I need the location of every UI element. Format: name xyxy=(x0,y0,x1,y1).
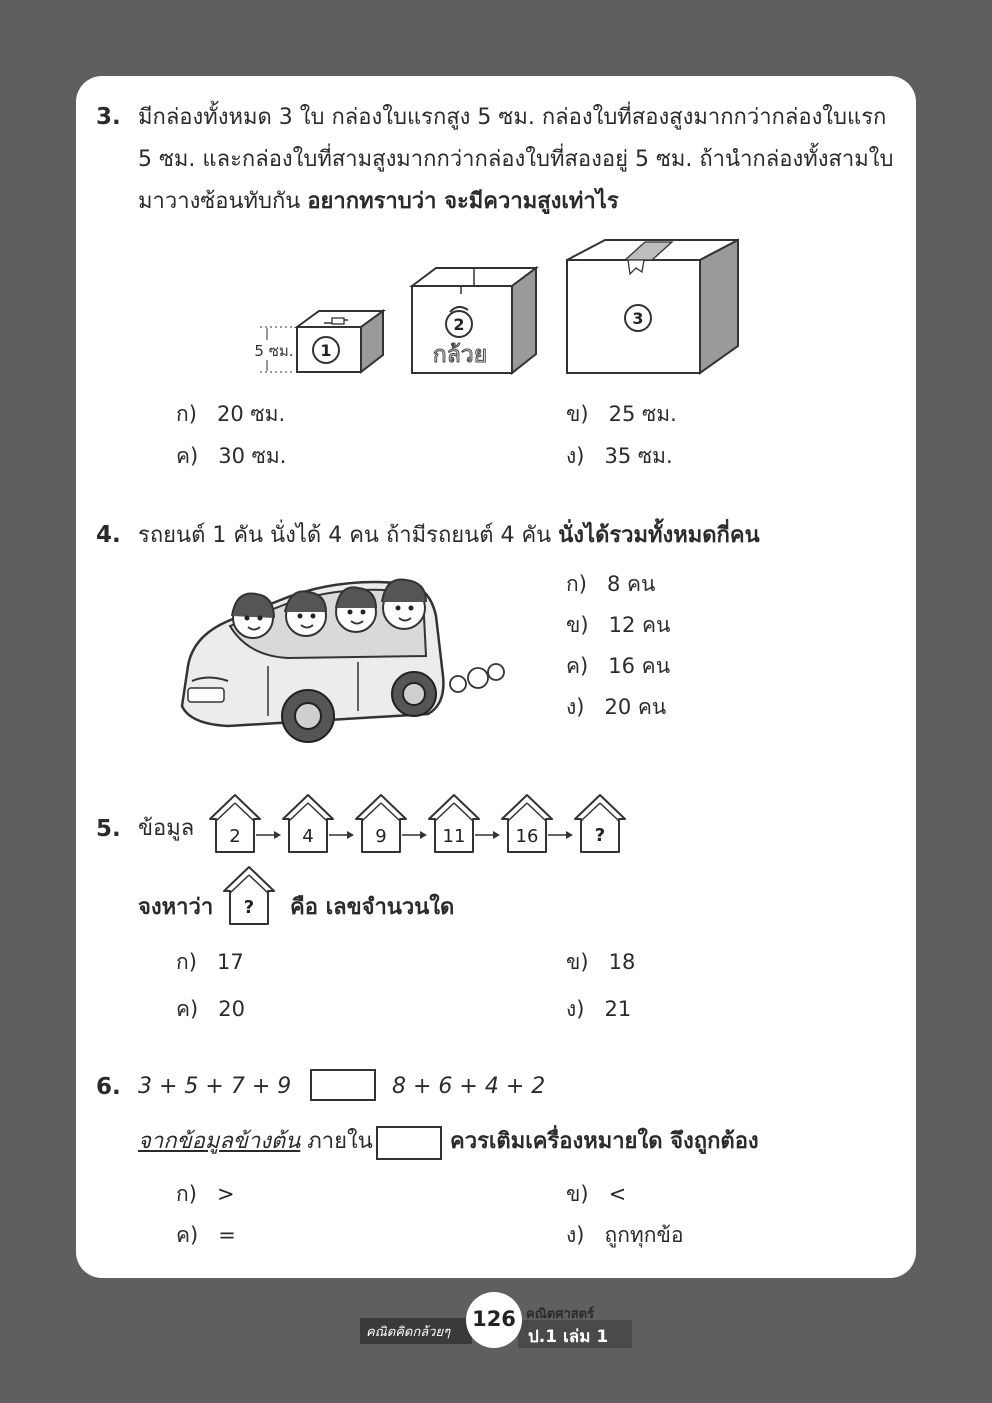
question-3-line-3 xyxy=(138,181,908,223)
choice-text: 20 ซม. xyxy=(216,402,286,426)
choice-text: 35 ซม. xyxy=(604,444,673,468)
footer-subject: คณิตศาสตร์ xyxy=(526,1307,595,1322)
choice-letter: ก) xyxy=(176,1182,197,1206)
q6-choice-a[interactable] xyxy=(176,1178,235,1211)
choice-letter: ค) xyxy=(176,1223,199,1247)
choice-text: 8 คน xyxy=(606,572,656,596)
q4-choice-a[interactable] xyxy=(566,568,655,601)
height-dimension-marker xyxy=(254,327,295,372)
question-6-instruction-underlined: จากข้อมูลข้างต้น xyxy=(138,1129,301,1154)
sequence-arrow-3 xyxy=(402,831,427,839)
sequence-arrow-1 xyxy=(256,831,281,839)
sequence-house-6 xyxy=(575,795,625,852)
question-4-text xyxy=(138,515,760,557)
question-3-line-3-plain: มาวางซ้อนทับกัน xyxy=(138,189,308,214)
choice-text: 18 xyxy=(608,950,636,974)
sequence-arrow-2 xyxy=(329,831,354,839)
choice-text: 21 xyxy=(604,997,632,1021)
question-6-inline-box xyxy=(376,1126,442,1160)
question-5-find-prefix: จงหาว่า xyxy=(138,895,214,920)
question-6-instruction-plain: ภายใน xyxy=(300,1129,373,1154)
choice-letter: ก) xyxy=(176,402,197,426)
question-6-instruction xyxy=(138,1121,373,1163)
sequence-house-1 xyxy=(210,795,260,852)
box-1-number: 1 xyxy=(320,341,332,360)
q6-choice-d[interactable] xyxy=(566,1219,683,1252)
choice-text: 25 ซม. xyxy=(608,402,677,426)
choice-letter: ข) xyxy=(566,1182,589,1206)
q3-choice-c[interactable] xyxy=(176,440,286,473)
question-6-answer-box[interactable] xyxy=(310,1069,376,1101)
q3-choice-b[interactable] xyxy=(566,398,677,431)
house-number-sequence xyxy=(198,792,638,856)
q4-choice-c[interactable] xyxy=(566,650,670,683)
sequence-value-1: 2 xyxy=(229,826,241,847)
box-1 xyxy=(297,311,383,372)
choice-text: > xyxy=(216,1182,235,1206)
choice-letter: ก) xyxy=(176,950,197,974)
box-3-number: 3 xyxy=(632,309,644,328)
question-5-inline-symbol: ? xyxy=(243,897,255,918)
question-5-label: ข้อมูล xyxy=(138,816,195,841)
question-3-number: 3. xyxy=(96,104,121,130)
sequence-house-2 xyxy=(283,795,333,852)
choice-letter: ข) xyxy=(566,402,589,426)
choice-letter: ง) xyxy=(566,1223,585,1247)
question-3-line-1: มีกล่องทั้งหมด 3 ใบ กล่องใบแรกสูง 5 ซม. กล่องใบที่สองสูงมากกว่ากล่องใบแรก xyxy=(138,105,887,130)
box-2 xyxy=(412,268,536,373)
question-6-left-expression: 3 + 5 + 7 + 9 xyxy=(138,1074,292,1099)
question-6-number: 6. xyxy=(96,1074,121,1100)
q4-choice-b[interactable] xyxy=(566,609,670,642)
choice-letter: ข) xyxy=(566,613,589,637)
q5-choice-d[interactable] xyxy=(566,993,631,1026)
choice-text: 20 xyxy=(218,997,246,1021)
q5-choice-b[interactable] xyxy=(566,946,635,979)
question-6-instruction-bold: ควรเติมเครื่องหมายใด จึงถูกต้อง xyxy=(450,1129,759,1154)
sequence-value-2: 4 xyxy=(302,826,314,847)
sequence-value-4: 11 xyxy=(442,826,466,847)
sequence-arrow-4 xyxy=(475,831,500,839)
choice-letter: ง) xyxy=(566,997,585,1021)
sequence-value-5: 16 xyxy=(515,826,539,847)
question-6-right-expression: 8 + 6 + 4 + 2 xyxy=(392,1074,546,1099)
question-5-find-suffix: คือ เลขจำนวนใด xyxy=(290,895,455,920)
choice-letter: ข) xyxy=(566,950,589,974)
sequence-arrow-5 xyxy=(548,831,573,839)
q6-choice-c[interactable] xyxy=(176,1219,236,1252)
box-3 xyxy=(567,240,738,373)
sequence-house-3 xyxy=(356,795,406,852)
footer-page-number: 126 xyxy=(472,1307,516,1331)
choice-letter: ค) xyxy=(176,444,199,468)
three-boxes-illustration xyxy=(240,232,760,382)
q5-choice-a[interactable] xyxy=(176,946,244,979)
choice-text: ถูกทุกข้อ xyxy=(604,1223,684,1247)
question-4-number: 4. xyxy=(96,522,121,548)
choice-text: = xyxy=(218,1223,236,1247)
footer-grade: ป.1 เล่ม 1 xyxy=(528,1327,609,1347)
question-3-line-3-bold: อยากทราบว่า จะมีความสูงเท่าไร xyxy=(307,189,619,214)
box-2-number: 2 xyxy=(453,315,465,334)
choice-letter: ง) xyxy=(566,695,585,719)
q5-choice-c[interactable] xyxy=(176,993,245,1026)
sequence-house-4 xyxy=(429,795,479,852)
choice-letter: ง) xyxy=(566,444,585,468)
choice-text: 20 คน xyxy=(604,695,667,719)
height-dimension-label: 5 ซม. xyxy=(254,342,294,360)
box-2-brand: กล้วย xyxy=(432,342,488,368)
q3-choice-a[interactable] xyxy=(176,398,285,431)
q6-choice-b[interactable] xyxy=(566,1178,626,1211)
choice-text: 12 คน xyxy=(608,613,671,637)
question-5-number: 5. xyxy=(96,816,121,842)
question-4-text-plain: รถยนต์ 1 คัน นั่งได้ 4 คน ถ้ามีรถยนต์ 4 คัน xyxy=(138,523,559,548)
sequence-value-6: ? xyxy=(594,825,606,846)
question-5-inline-house xyxy=(217,864,281,928)
choice-letter: ก) xyxy=(566,572,587,596)
q3-choice-d[interactable] xyxy=(566,440,673,473)
choice-letter: ค) xyxy=(566,654,589,678)
choice-text: 30 ซม. xyxy=(218,444,287,468)
car-with-kids-illustration xyxy=(168,566,513,746)
question-3-line-2: 5 ซม. และกล่องใบที่สามสูงมากกว่ากล่องใบที่สองอยู่ 5 ซม. ถ้านำกล่องทั้งสามใบ xyxy=(138,147,894,172)
choice-letter: ค) xyxy=(176,997,199,1021)
choice-text: 16 คน xyxy=(608,654,671,678)
sequence-house-5 xyxy=(502,795,552,852)
question-3-text xyxy=(138,97,908,223)
choice-text: 17 xyxy=(216,950,244,974)
choice-text: < xyxy=(608,1182,627,1206)
sequence-value-3: 9 xyxy=(375,826,387,847)
q4-choice-d[interactable] xyxy=(566,691,666,724)
question-4-text-bold: นั่งได้รวมทั้งหมดกี่คน xyxy=(558,523,760,548)
footer-series-title: คณิตคิดกล้วยๆ xyxy=(366,1325,451,1340)
